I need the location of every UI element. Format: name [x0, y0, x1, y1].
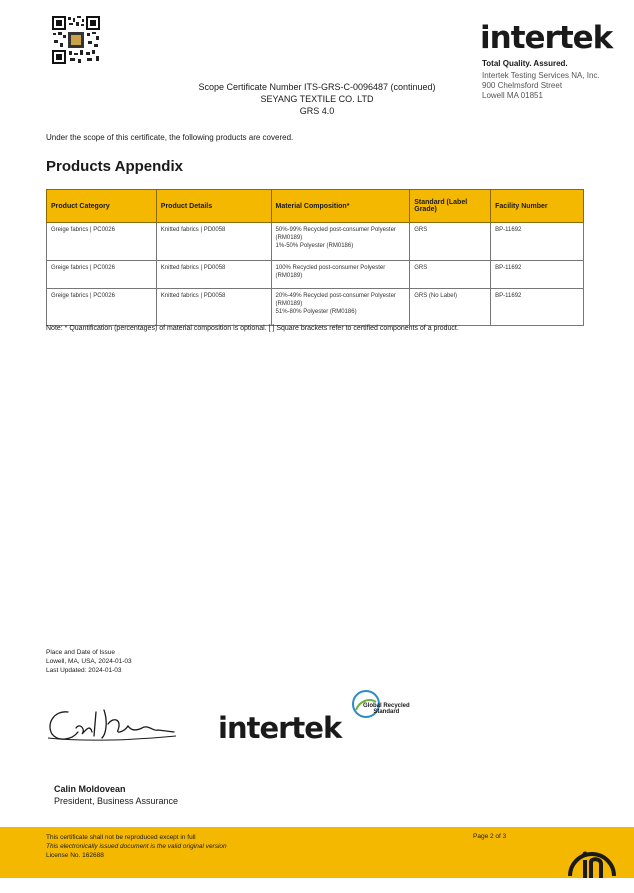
cell-details: Knitted fabrics | PD0058: [156, 289, 271, 326]
cell-composition: [271, 261, 410, 289]
signature-image: [46, 702, 180, 748]
page-title: Products Appendix: [46, 158, 183, 175]
cell-standard: GRS: [410, 223, 491, 261]
issue-info: [46, 648, 132, 675]
cell-facility: BP-11692: [491, 289, 584, 326]
issue-label: Place and Date of Issue: [46, 649, 116, 656]
table-header-row: [47, 190, 584, 223]
license-number: License No. 162688: [46, 852, 104, 859]
cell-category: Greige fabrics | PC0026: [47, 261, 157, 289]
intertek-in-icon: [566, 836, 618, 888]
cell-standard: GRS (No Label): [410, 289, 491, 326]
composition-line: 1%-50% Polyester (RM0186): [275, 243, 354, 249]
table-row: [47, 289, 584, 326]
intertek-logo: [480, 20, 613, 56]
composition-line: 51%-80% Polyester (RM0186): [275, 309, 357, 315]
cell-category: Greige fabrics | PC0026: [47, 223, 157, 261]
intro-text: Under the scope of this certificate, the following products are covered.: [46, 133, 294, 142]
cell-details: Knitted fabrics | PD0058: [156, 223, 271, 261]
grs-text-line: Standard: [373, 709, 400, 715]
qr-code: [52, 16, 100, 64]
address-line: Intertek Testing Services NA, Inc.: [482, 71, 600, 80]
column-header: Facility Number: [491, 190, 584, 223]
grs-logo: [350, 688, 430, 720]
brand-wordmark: intertek: [218, 711, 342, 745]
column-header: Product Details: [156, 190, 271, 223]
cell-facility: BP-11692: [491, 223, 584, 261]
certificate-number: Scope Certificate Number ITS-GRS-C-0096487 (continued): [198, 82, 436, 92]
standard-version: GRS 4.0: [299, 106, 335, 116]
column-header: Product Category: [47, 190, 157, 223]
table-note: Note: * Quantification (percentages) of material composition is optional. [ ] Square brackets refer to certified components of a product.: [46, 325, 459, 332]
cell-category: Greige fabrics | PC0026: [47, 289, 157, 326]
grs-logo-text: [363, 703, 410, 715]
signer-title: President, Business Assurance: [54, 796, 179, 806]
table-row: [47, 261, 584, 289]
intertek-logo-center: [218, 712, 341, 744]
cell-composition: [271, 223, 410, 261]
company-name: SEYANG TEXTILE CO. LTD: [260, 94, 374, 104]
cell-facility: BP-11692: [491, 261, 584, 289]
cell-standard: GRS: [410, 261, 491, 289]
footer-line: This certificate shall not be reproduced except in full: [46, 834, 196, 841]
certificate-header: [0, 81, 634, 117]
signer-name: Calin Moldovean: [54, 784, 126, 794]
composition-line: 50%-99% Recycled post-consumer Polyester (RM0189): [275, 227, 396, 241]
composition-line: 100% Recycled post-consumer Polyester (RM0189): [275, 265, 386, 279]
column-header: Standard (Label Grade): [410, 190, 491, 223]
address-line: Lowell MA 01851: [482, 91, 543, 100]
footer-text: [46, 833, 227, 860]
cell-details: Knitted fabrics | PD0058: [156, 261, 271, 289]
last-updated: Last Updated: 2024-01-03: [46, 667, 122, 674]
column-header: Material Composition*: [271, 190, 410, 223]
products-table: [46, 189, 584, 326]
page-number: Page 2 of 3: [473, 833, 507, 840]
table-row: [47, 223, 584, 261]
cell-composition: [271, 289, 410, 326]
composition-line: 20%-49% Recycled post-consumer Polyester (RM0189): [275, 293, 396, 307]
footer-line: This electronically issued document is the valid original version: [46, 843, 227, 850]
address-line: 900 Chelmsford Street: [482, 81, 563, 90]
grs-text-line: Global Recycled: [363, 703, 410, 709]
brand-tagline: Total Quality. Assured.: [482, 59, 568, 68]
issue-place-date: Lowell, MA, USA, 2024-01-03: [46, 658, 132, 665]
brand-wordmark: intertek: [480, 20, 613, 56]
